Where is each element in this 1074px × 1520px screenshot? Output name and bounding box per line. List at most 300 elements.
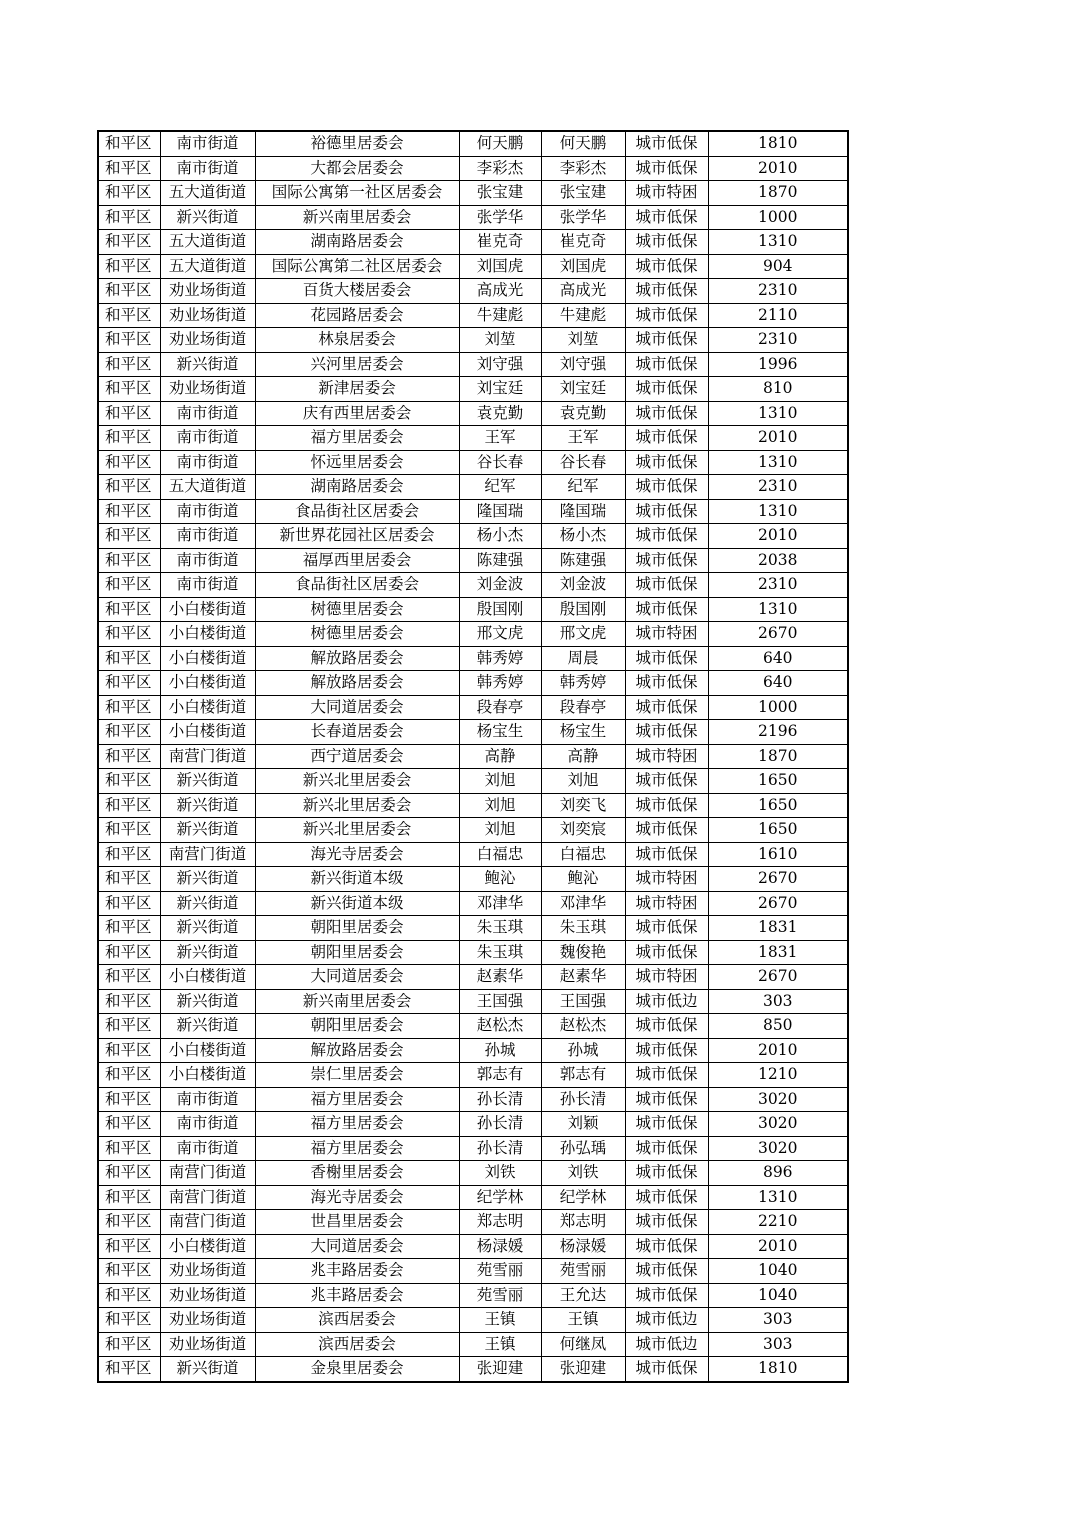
district-cell: 和平区 xyxy=(98,842,160,867)
committee-cell: 兴河里居委会 xyxy=(255,352,459,377)
committee-cell: 湖南路居委会 xyxy=(255,475,459,500)
category-cell: 城市低保 xyxy=(625,352,708,377)
applicant-cell: 张学华 xyxy=(459,205,541,230)
applicant-cell: 纪军 xyxy=(459,475,541,500)
committee-cell: 滨西居委会 xyxy=(255,1332,459,1357)
member-cell: 崔克奇 xyxy=(541,230,625,255)
committee-cell: 新兴北里居委会 xyxy=(255,818,459,843)
committee-cell: 兆丰路居委会 xyxy=(255,1259,459,1284)
street-cell: 南市街道 xyxy=(160,450,255,475)
amount-cell: 3020 xyxy=(708,1136,848,1161)
amount-cell: 1310 xyxy=(708,450,848,475)
amount-cell: 1310 xyxy=(708,230,848,255)
amount-cell: 1831 xyxy=(708,940,848,965)
applicant-cell: 王镇 xyxy=(459,1308,541,1333)
applicant-cell: 白福忠 xyxy=(459,842,541,867)
category-cell: 城市低保 xyxy=(625,303,708,328)
applicant-cell: 刘铁 xyxy=(459,1161,541,1186)
member-cell: 王军 xyxy=(541,426,625,451)
table-body xyxy=(98,131,848,1382)
category-cell: 城市低保 xyxy=(625,1185,708,1210)
member-cell: 赵素华 xyxy=(541,965,625,990)
district-cell: 和平区 xyxy=(98,769,160,794)
amount-cell: 2110 xyxy=(708,303,848,328)
member-cell: 朱玉琪 xyxy=(541,916,625,941)
street-cell: 南营门街道 xyxy=(160,1161,255,1186)
table-row xyxy=(98,450,848,475)
applicant-cell: 韩秀婷 xyxy=(459,671,541,696)
committee-cell: 怀远里居委会 xyxy=(255,450,459,475)
applicant-cell: 段春亭 xyxy=(459,695,541,720)
applicant-cell: 刘旭 xyxy=(459,769,541,794)
applicant-cell: 刘金波 xyxy=(459,573,541,598)
table-row xyxy=(98,720,848,745)
table-row xyxy=(98,131,848,156)
street-cell: 劝业场街道 xyxy=(160,279,255,304)
table-row xyxy=(98,1185,848,1210)
street-cell: 小白楼街道 xyxy=(160,646,255,671)
street-cell: 小白楼街道 xyxy=(160,1063,255,1088)
amount-cell: 2210 xyxy=(708,1210,848,1235)
amount-cell: 2670 xyxy=(708,622,848,647)
applicant-cell: 谷长春 xyxy=(459,450,541,475)
district-cell: 和平区 xyxy=(98,1210,160,1235)
committee-cell: 树德里居委会 xyxy=(255,622,459,647)
district-cell: 和平区 xyxy=(98,1161,160,1186)
applicant-cell: 刘国虎 xyxy=(459,254,541,279)
table-row xyxy=(98,303,848,328)
member-cell: 牛建彪 xyxy=(541,303,625,328)
amount-cell: 1310 xyxy=(708,499,848,524)
table-row xyxy=(98,867,848,892)
committee-cell: 庆有西里居委会 xyxy=(255,401,459,426)
table-row xyxy=(98,940,848,965)
table-row xyxy=(98,793,848,818)
amount-cell: 2310 xyxy=(708,279,848,304)
table-row xyxy=(98,1357,848,1382)
street-cell: 小白楼街道 xyxy=(160,622,255,647)
category-cell: 城市低保 xyxy=(625,646,708,671)
district-cell: 和平区 xyxy=(98,1357,160,1382)
committee-cell: 新兴南里居委会 xyxy=(255,989,459,1014)
district-cell: 和平区 xyxy=(98,867,160,892)
district-cell: 和平区 xyxy=(98,695,160,720)
amount-cell: 810 xyxy=(708,377,848,402)
table-row xyxy=(98,1038,848,1063)
street-cell: 五大道街道 xyxy=(160,475,255,500)
category-cell: 城市低保 xyxy=(625,1136,708,1161)
amount-cell: 1310 xyxy=(708,1185,848,1210)
amount-cell: 1650 xyxy=(708,818,848,843)
applicant-cell: 赵素华 xyxy=(459,965,541,990)
district-cell: 和平区 xyxy=(98,181,160,206)
district-cell: 和平区 xyxy=(98,818,160,843)
member-cell: 张宝建 xyxy=(541,181,625,206)
category-cell: 城市低保 xyxy=(625,818,708,843)
applicant-cell: 隆国瑞 xyxy=(459,499,541,524)
committee-cell: 福厚西里居委会 xyxy=(255,548,459,573)
member-cell: 白福忠 xyxy=(541,842,625,867)
street-cell: 新兴街道 xyxy=(160,940,255,965)
district-cell: 和平区 xyxy=(98,916,160,941)
category-cell: 城市低保 xyxy=(625,131,708,156)
applicant-cell: 邢文虎 xyxy=(459,622,541,647)
table-row xyxy=(98,916,848,941)
table-row xyxy=(98,1210,848,1235)
amount-cell: 896 xyxy=(708,1161,848,1186)
table-row xyxy=(98,1234,848,1259)
table-row xyxy=(98,744,848,769)
amount-cell: 1310 xyxy=(708,597,848,622)
amount-cell: 2310 xyxy=(708,573,848,598)
amount-cell: 303 xyxy=(708,1308,848,1333)
district-cell: 和平区 xyxy=(98,156,160,181)
category-cell: 城市低边 xyxy=(625,989,708,1014)
street-cell: 南市街道 xyxy=(160,524,255,549)
committee-cell: 新世界花园社区居委会 xyxy=(255,524,459,549)
street-cell: 劝业场街道 xyxy=(160,1259,255,1284)
district-cell: 和平区 xyxy=(98,1112,160,1137)
street-cell: 五大道街道 xyxy=(160,181,255,206)
district-cell: 和平区 xyxy=(98,1136,160,1161)
district-cell: 和平区 xyxy=(98,720,160,745)
table-row xyxy=(98,230,848,255)
category-cell: 城市特困 xyxy=(625,181,708,206)
member-cell: 刘奕飞 xyxy=(541,793,625,818)
member-cell: 邓津华 xyxy=(541,891,625,916)
amount-cell: 3020 xyxy=(708,1087,848,1112)
amount-cell: 2010 xyxy=(708,426,848,451)
category-cell: 城市低保 xyxy=(625,548,708,573)
applicant-cell: 郭志有 xyxy=(459,1063,541,1088)
committee-cell: 世昌里居委会 xyxy=(255,1210,459,1235)
amount-cell: 1040 xyxy=(708,1259,848,1284)
committee-cell: 朝阳里居委会 xyxy=(255,916,459,941)
applicant-cell: 张宝建 xyxy=(459,181,541,206)
member-cell: 李彩杰 xyxy=(541,156,625,181)
applicant-cell: 刘守强 xyxy=(459,352,541,377)
member-cell: 纪军 xyxy=(541,475,625,500)
table-row xyxy=(98,1112,848,1137)
district-cell: 和平区 xyxy=(98,524,160,549)
table-row xyxy=(98,1308,848,1333)
amount-cell: 850 xyxy=(708,1014,848,1039)
member-cell: 何天鹏 xyxy=(541,131,625,156)
amount-cell: 1650 xyxy=(708,793,848,818)
member-cell: 邢文虎 xyxy=(541,622,625,647)
amount-cell: 2010 xyxy=(708,156,848,181)
committee-cell: 大都会居委会 xyxy=(255,156,459,181)
category-cell: 城市低保 xyxy=(625,524,708,549)
category-cell: 城市低边 xyxy=(625,1332,708,1357)
member-cell: 袁克勤 xyxy=(541,401,625,426)
street-cell: 南营门街道 xyxy=(160,842,255,867)
district-cell: 和平区 xyxy=(98,965,160,990)
table-row xyxy=(98,181,848,206)
committee-cell: 食品街社区居委会 xyxy=(255,499,459,524)
street-cell: 劝业场街道 xyxy=(160,1308,255,1333)
committee-cell: 新兴街道本级 xyxy=(255,891,459,916)
category-cell: 城市低保 xyxy=(625,328,708,353)
category-cell: 城市低保 xyxy=(625,1234,708,1259)
committee-cell: 大同道居委会 xyxy=(255,965,459,990)
member-cell: 苑雪丽 xyxy=(541,1259,625,1284)
district-cell: 和平区 xyxy=(98,1234,160,1259)
district-cell: 和平区 xyxy=(98,940,160,965)
member-cell: 刘奕宸 xyxy=(541,818,625,843)
street-cell: 南市街道 xyxy=(160,131,255,156)
category-cell: 城市低保 xyxy=(625,1283,708,1308)
category-cell: 城市低保 xyxy=(625,573,708,598)
category-cell: 城市低保 xyxy=(625,1357,708,1382)
table-row xyxy=(98,279,848,304)
category-cell: 城市特困 xyxy=(625,867,708,892)
committee-cell: 新津居委会 xyxy=(255,377,459,402)
category-cell: 城市特困 xyxy=(625,622,708,647)
applicant-cell: 牛建彪 xyxy=(459,303,541,328)
street-cell: 小白楼街道 xyxy=(160,965,255,990)
table-row xyxy=(98,695,848,720)
district-cell: 和平区 xyxy=(98,597,160,622)
district-cell: 和平区 xyxy=(98,205,160,230)
table-row xyxy=(98,1136,848,1161)
category-cell: 城市低保 xyxy=(625,279,708,304)
member-cell: 殷国刚 xyxy=(541,597,625,622)
committee-cell: 大同道居委会 xyxy=(255,1234,459,1259)
applicant-cell: 刘旭 xyxy=(459,818,541,843)
street-cell: 新兴街道 xyxy=(160,352,255,377)
table-row xyxy=(98,377,848,402)
committee-cell: 兆丰路居委会 xyxy=(255,1283,459,1308)
street-cell: 南市街道 xyxy=(160,156,255,181)
committee-cell: 解放路居委会 xyxy=(255,671,459,696)
amount-cell: 1831 xyxy=(708,916,848,941)
district-cell: 和平区 xyxy=(98,475,160,500)
table-row xyxy=(98,965,848,990)
member-cell: 张迎建 xyxy=(541,1357,625,1382)
table-row xyxy=(98,254,848,279)
member-cell: 纪学林 xyxy=(541,1185,625,1210)
category-cell: 城市低保 xyxy=(625,450,708,475)
applicant-cell: 崔克奇 xyxy=(459,230,541,255)
table-row xyxy=(98,842,848,867)
street-cell: 小白楼街道 xyxy=(160,597,255,622)
street-cell: 南市街道 xyxy=(160,1136,255,1161)
member-cell: 魏俊艳 xyxy=(541,940,625,965)
committee-cell: 朝阳里居委会 xyxy=(255,1014,459,1039)
category-cell: 城市低保 xyxy=(625,1063,708,1088)
table-row xyxy=(98,671,848,696)
district-cell: 和平区 xyxy=(98,328,160,353)
table-row xyxy=(98,1332,848,1357)
category-cell: 城市低保 xyxy=(625,426,708,451)
amount-cell: 2670 xyxy=(708,891,848,916)
table-row xyxy=(98,989,848,1014)
table-row xyxy=(98,548,848,573)
member-cell: 王国强 xyxy=(541,989,625,1014)
committee-cell: 新兴北里居委会 xyxy=(255,769,459,794)
street-cell: 劝业场街道 xyxy=(160,303,255,328)
category-cell: 城市低保 xyxy=(625,1038,708,1063)
district-cell: 和平区 xyxy=(98,891,160,916)
amount-cell: 2196 xyxy=(708,720,848,745)
applicant-cell: 袁克勤 xyxy=(459,401,541,426)
member-cell: 段春亭 xyxy=(541,695,625,720)
committee-cell: 滨西居委会 xyxy=(255,1308,459,1333)
member-cell: 高静 xyxy=(541,744,625,769)
member-cell: 周晨 xyxy=(541,646,625,671)
committee-cell: 福方里居委会 xyxy=(255,1087,459,1112)
street-cell: 新兴街道 xyxy=(160,989,255,1014)
committee-cell: 新兴南里居委会 xyxy=(255,205,459,230)
committee-cell: 福方里居委会 xyxy=(255,1112,459,1137)
applicant-cell: 殷国刚 xyxy=(459,597,541,622)
member-cell: 刘颖 xyxy=(541,1112,625,1137)
category-cell: 城市低保 xyxy=(625,1087,708,1112)
amount-cell: 1870 xyxy=(708,181,848,206)
district-cell: 和平区 xyxy=(98,793,160,818)
applicant-cell: 王国强 xyxy=(459,989,541,1014)
member-cell: 刘堃 xyxy=(541,328,625,353)
member-cell: 谷长春 xyxy=(541,450,625,475)
street-cell: 小白楼街道 xyxy=(160,1234,255,1259)
district-cell: 和平区 xyxy=(98,426,160,451)
table-row xyxy=(98,499,848,524)
category-cell: 城市低保 xyxy=(625,1210,708,1235)
table-row xyxy=(98,156,848,181)
district-cell: 和平区 xyxy=(98,646,160,671)
applicant-cell: 杨宝生 xyxy=(459,720,541,745)
applicant-cell: 孙城 xyxy=(459,1038,541,1063)
member-cell: 孙长清 xyxy=(541,1087,625,1112)
street-cell: 劝业场街道 xyxy=(160,377,255,402)
applicant-cell: 陈建强 xyxy=(459,548,541,573)
member-cell: 高成光 xyxy=(541,279,625,304)
category-cell: 城市低保 xyxy=(625,597,708,622)
amount-cell: 1810 xyxy=(708,1357,848,1382)
table-row xyxy=(98,818,848,843)
applicant-cell: 朱玉琪 xyxy=(459,940,541,965)
street-cell: 新兴街道 xyxy=(160,867,255,892)
street-cell: 新兴街道 xyxy=(160,205,255,230)
applicant-cell: 鲍沁 xyxy=(459,867,541,892)
category-cell: 城市低保 xyxy=(625,377,708,402)
street-cell: 小白楼街道 xyxy=(160,695,255,720)
district-cell: 和平区 xyxy=(98,671,160,696)
member-cell: 刘国虎 xyxy=(541,254,625,279)
member-cell: 杨宝生 xyxy=(541,720,625,745)
committee-cell: 金泉里居委会 xyxy=(255,1357,459,1382)
category-cell: 城市特困 xyxy=(625,744,708,769)
amount-cell: 2010 xyxy=(708,524,848,549)
category-cell: 城市低保 xyxy=(625,671,708,696)
district-cell: 和平区 xyxy=(98,352,160,377)
applicant-cell: 朱玉琪 xyxy=(459,916,541,941)
amount-cell: 1610 xyxy=(708,842,848,867)
applicant-cell: 刘旭 xyxy=(459,793,541,818)
table-row xyxy=(98,597,848,622)
street-cell: 南营门街道 xyxy=(160,744,255,769)
committee-cell: 林泉居委会 xyxy=(255,328,459,353)
committee-cell: 解放路居委会 xyxy=(255,646,459,671)
district-cell: 和平区 xyxy=(98,1185,160,1210)
applicant-cell: 苑雪丽 xyxy=(459,1283,541,1308)
amount-cell: 2010 xyxy=(708,1038,848,1063)
applicant-cell: 孙长清 xyxy=(459,1112,541,1137)
street-cell: 新兴街道 xyxy=(160,769,255,794)
street-cell: 南市街道 xyxy=(160,499,255,524)
category-cell: 城市低保 xyxy=(625,1259,708,1284)
category-cell: 城市低保 xyxy=(625,401,708,426)
member-cell: 郭志有 xyxy=(541,1063,625,1088)
member-cell: 张学华 xyxy=(541,205,625,230)
assistance-table xyxy=(97,130,849,1383)
street-cell: 新兴街道 xyxy=(160,1357,255,1382)
district-cell: 和平区 xyxy=(98,131,160,156)
street-cell: 小白楼街道 xyxy=(160,1038,255,1063)
member-cell: 刘旭 xyxy=(541,769,625,794)
applicant-cell: 何天鹏 xyxy=(459,131,541,156)
district-cell: 和平区 xyxy=(98,1283,160,1308)
category-cell: 城市特困 xyxy=(625,891,708,916)
street-cell: 新兴街道 xyxy=(160,1014,255,1039)
committee-cell: 树德里居委会 xyxy=(255,597,459,622)
district-cell: 和平区 xyxy=(98,1308,160,1333)
street-cell: 劝业场街道 xyxy=(160,328,255,353)
applicant-cell: 郑志明 xyxy=(459,1210,541,1235)
applicant-cell: 孙长清 xyxy=(459,1136,541,1161)
applicant-cell: 刘堃 xyxy=(459,328,541,353)
amount-cell: 1996 xyxy=(708,352,848,377)
category-cell: 城市低保 xyxy=(625,842,708,867)
district-cell: 和平区 xyxy=(98,303,160,328)
table-row xyxy=(98,1259,848,1284)
member-cell: 刘铁 xyxy=(541,1161,625,1186)
amount-cell: 2310 xyxy=(708,328,848,353)
table-row xyxy=(98,475,848,500)
district-cell: 和平区 xyxy=(98,279,160,304)
member-cell: 刘金波 xyxy=(541,573,625,598)
street-cell: 南营门街道 xyxy=(160,1210,255,1235)
member-cell: 杨小杰 xyxy=(541,524,625,549)
district-cell: 和平区 xyxy=(98,254,160,279)
committee-cell: 西宁道居委会 xyxy=(255,744,459,769)
table-row xyxy=(98,1014,848,1039)
committee-cell: 食品街社区居委会 xyxy=(255,573,459,598)
street-cell: 南营门街道 xyxy=(160,1185,255,1210)
district-cell: 和平区 xyxy=(98,230,160,255)
street-cell: 五大道街道 xyxy=(160,230,255,255)
amount-cell: 1310 xyxy=(708,401,848,426)
street-cell: 新兴街道 xyxy=(160,793,255,818)
applicant-cell: 邓津华 xyxy=(459,891,541,916)
applicant-cell: 苑雪丽 xyxy=(459,1259,541,1284)
table-row xyxy=(98,401,848,426)
category-cell: 城市低保 xyxy=(625,720,708,745)
amount-cell: 303 xyxy=(708,1332,848,1357)
member-cell: 孙弘瑀 xyxy=(541,1136,625,1161)
amount-cell: 904 xyxy=(708,254,848,279)
committee-cell: 崇仁里居委会 xyxy=(255,1063,459,1088)
table-row xyxy=(98,426,848,451)
district-cell: 和平区 xyxy=(98,1014,160,1039)
category-cell: 城市低保 xyxy=(625,916,708,941)
applicant-cell: 王军 xyxy=(459,426,541,451)
category-cell: 城市低保 xyxy=(625,254,708,279)
committee-cell: 朝阳里居委会 xyxy=(255,940,459,965)
applicant-cell: 杨小杰 xyxy=(459,524,541,549)
street-cell: 小白楼街道 xyxy=(160,720,255,745)
